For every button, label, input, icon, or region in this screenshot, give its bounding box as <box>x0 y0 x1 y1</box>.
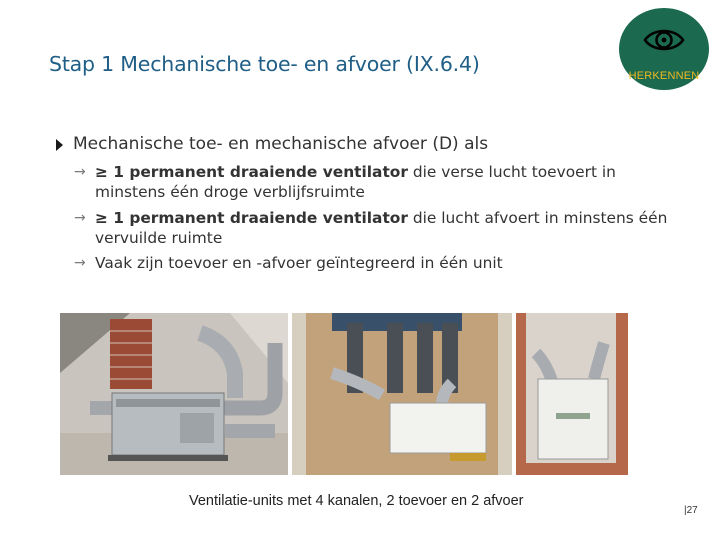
badge-label: HERKENNEN <box>628 70 700 82</box>
eye-icon <box>643 24 685 56</box>
triangle-bullet-icon <box>56 139 63 151</box>
photo-caption: Ventilatie-units met 4 kanalen, 2 toevoer en 2 afvoer <box>189 493 524 509</box>
sub-bullet-3-text: Vaak zijn toevoer en -afvoer geïntegreerd in één unit <box>95 254 503 272</box>
photo-cabinet-ventilation-unit <box>516 313 628 475</box>
arrow-bullet-icon: → <box>74 255 86 271</box>
herkennen-badge <box>619 8 709 90</box>
arrow-bullet-icon: → <box>74 164 86 180</box>
photo-wall-ventilation-unit <box>292 313 512 475</box>
sub-bullet-1-bold: ≥ 1 permanent draaiende ventilator <box>95 163 408 181</box>
slide-title: Stap 1 Mechanische toe- en afvoer (IX.6.4) <box>49 52 480 76</box>
page-number: |27 <box>684 505 698 516</box>
sub-bullet-1-text: die verse lucht toevoert in minstens één droge verblijfsruimte <box>95 163 616 201</box>
sub-bullet-2-text: die lucht afvoert in minstens één vervuilde ruimte <box>95 209 668 247</box>
main-bullet-text: Mechanische toe- en mechanische afvoer (D) als <box>73 134 489 154</box>
sub-bullet-2-bold: ≥ 1 permanent draaiende ventilator <box>95 209 408 227</box>
photo-attic-ventilation-unit <box>60 313 288 475</box>
arrow-bullet-icon: → <box>74 210 86 226</box>
